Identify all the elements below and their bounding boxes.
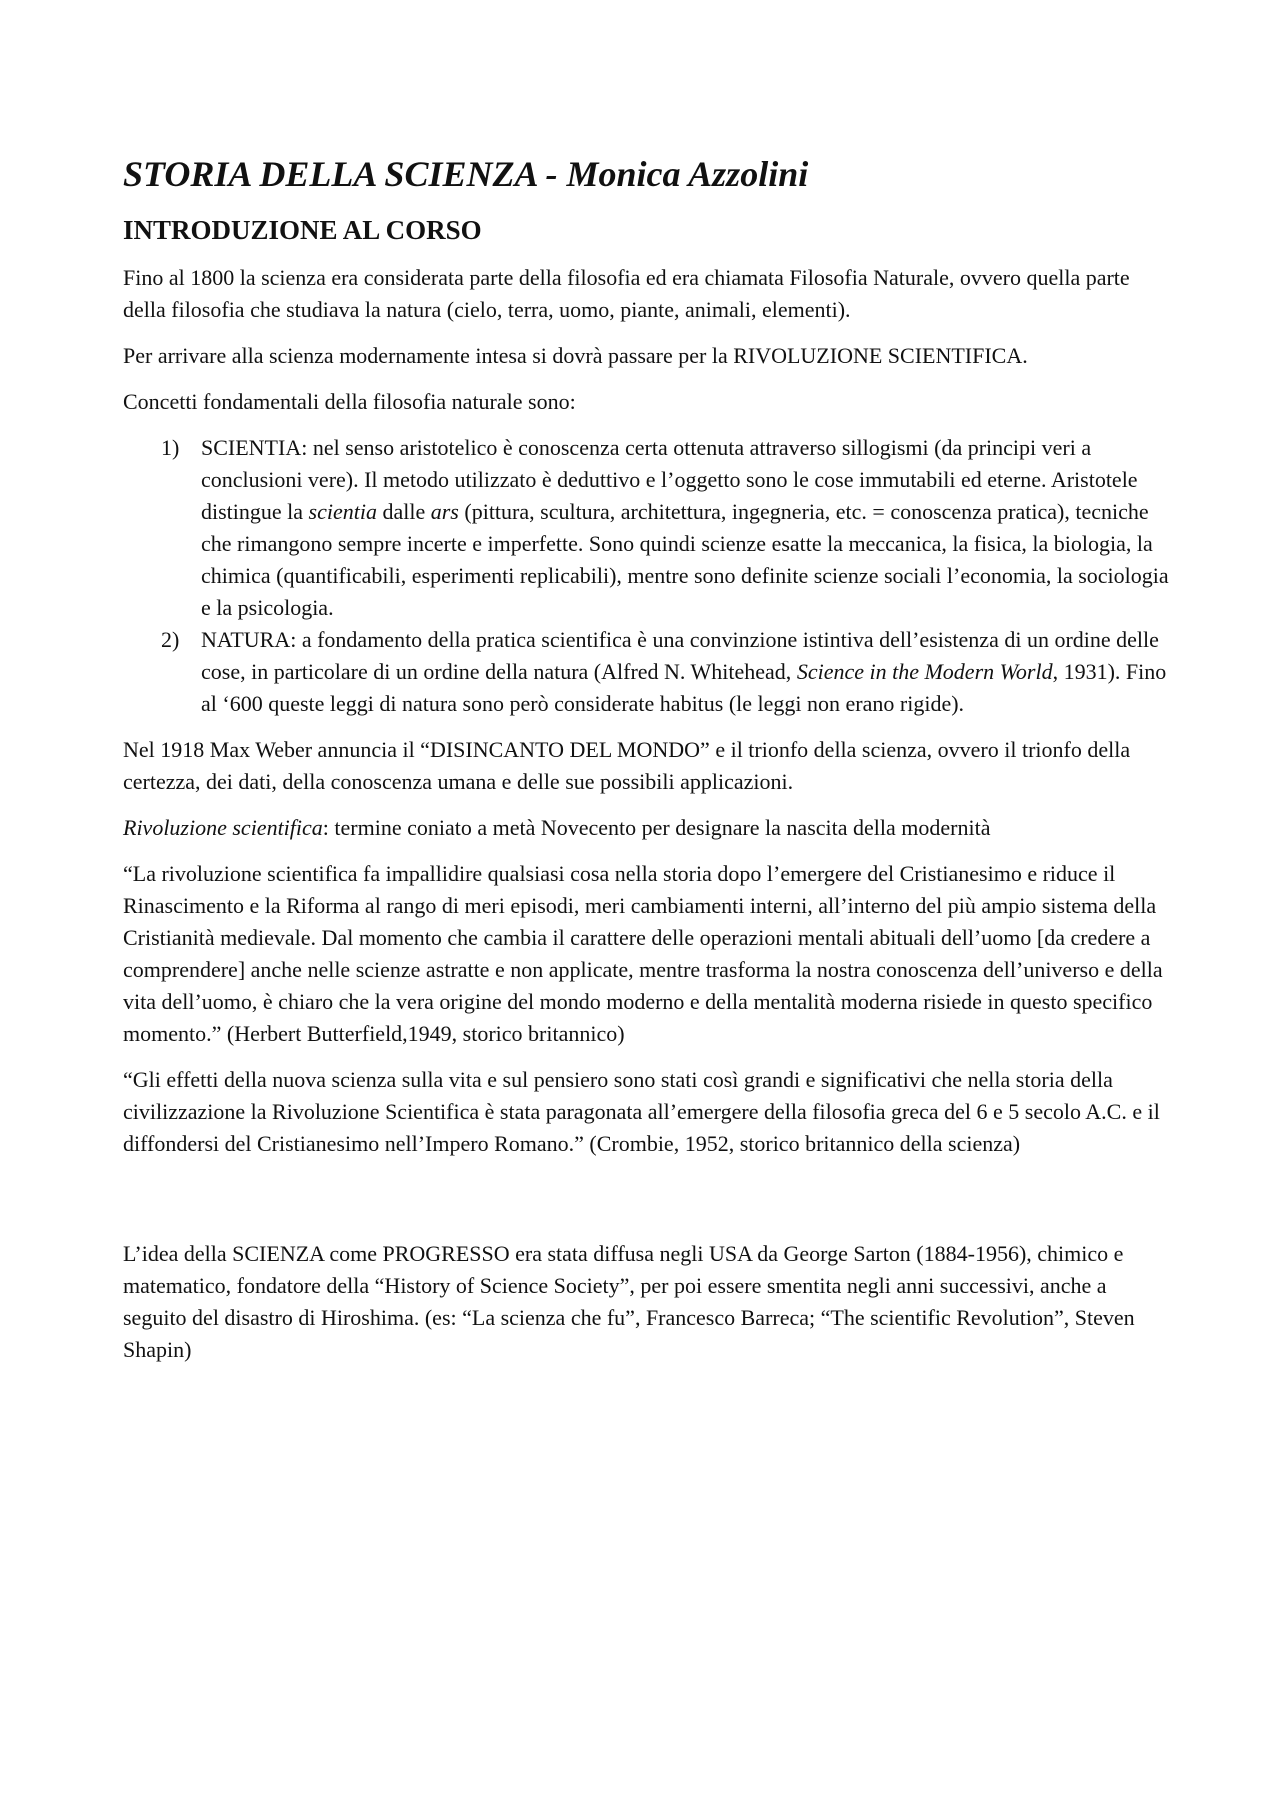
document-page xyxy=(123,150,1173,1366)
list-text-italic: scientia xyxy=(308,499,377,524)
list-number: 2) xyxy=(161,627,180,652)
quote-crombie: “Gli effetti della nuova scienza sulla vita e sul pensiero sono stati così grandi e significativi che nella storia della civilizzazione la Rivoluzione Scientifica è stata paragonata all’emergere della filosofia greca del 6 e 5 secolo A.C. e il diffondersi del Cristianesimo nell’Impero Romano.” (Crombie, 1952, storico britannico della scienza) xyxy=(123,1067,1160,1156)
quote-butterfield: “La rivoluzione scientifica fa impallidire qualsiasi cosa nella storia dopo l’emergere del Cristianesimo e riduce il Rinascimento e la Riforma al rango di meri episodi, meri cambiamenti interni, all’interno del più ampio sistema della Cristianità medievale. Dal momento che cambia il carattere delle operazioni mentali abituali dell’uomo [da credere a comprendere] anche nelle scienze astratte e non applicate, mentre trasforma la nostra conoscenza dell’universo e della vita dell’uomo, è chiaro che la vera origine del mondo moderno e della mentalità moderna risiede in questo specifico momento.” (Herbert Butterfield,1949, storico britannico) xyxy=(123,861,1163,1046)
paragraph-intro: Fino al 1800 la scienza era considerata parte della filosofia ed era chiamata Filosofia Naturale, ovvero quella parte della filosofia che studiava la natura (cielo, terra, uomo, piante, animali, elementi). xyxy=(123,265,1130,322)
paragraph-definition xyxy=(123,812,1173,844)
list-text-italic: Science in the Modern World xyxy=(796,659,1053,684)
list-text: SCIENTIA: nel senso aristotelico è conoscenza certa ottenuta attraverso sillogismi (da principi veri a conclusioni vere). Il metodo utilizzato è deduttivo e l’oggetto sono le cose immutabili ed eterne. Aristotele distingue la xyxy=(201,435,1138,524)
paragraph-rivoluzione: Per arrivare alla scienza modernamente intesa si dovrà passare per la RIVOLUZIONE SCIENTIFICA. xyxy=(123,343,1028,368)
list-text: , 1931). Fino al ‘600 queste leggi di natura sono però considerate habitus (le leggi non erano rigide). xyxy=(201,659,1167,716)
document-title xyxy=(123,150,1173,198)
title-author: Monica Azzolini xyxy=(566,154,809,194)
section-heading: INTRODUZIONE AL CORSO xyxy=(123,215,482,245)
list-item-natura xyxy=(123,624,1173,720)
paragraph-concetti: Concetti fondamentali della filosofia naturale sono: xyxy=(123,389,576,414)
list-text: dalle xyxy=(376,499,431,524)
list-item-scientia xyxy=(123,432,1173,624)
list-text-italic: ars xyxy=(430,499,459,524)
paragraph-progresso: L’idea della SCIENZA come PROGRESSO era stata diffusa negli USA da George Sarton (1884-1956), chimico e matematico, fondatore della “History of Science Society”, per poi essere smentita negli anni successivi, anche a seguito del disastro di Hiroshima. (es: “La scienza che fu”, Francesco Barreca; “The scientific Revolution”, Steven Shapin) xyxy=(123,1241,1135,1362)
definition-text: : termine coniato a metà Novecento per designare la nascita della modernità xyxy=(322,815,991,840)
list-text: (pittura, scultura, architettura, ingegneria, etc. = conoscenza pratica), tecniche che rimangono sempre incerte e imperfette. Sono quindi scienze esatte la meccanica, la fisica, la biologia, la chimica (quantificabili, esperimenti replicabili), mentre sono definite scienze sociali l’economia, la sociologia e la psicologia. xyxy=(201,499,1169,620)
paragraph-weber: Nel 1918 Max Weber annuncia il “DISINCANTO DEL MONDO” e il trionfo della scienza, ovvero il trionfo della certezza, dei dati, della conoscenza umana e delle sue possibili applicazioni. xyxy=(123,737,1131,794)
list-number: 1) xyxy=(161,435,180,460)
list-text: NATURA: a fondamento della pratica scientifica è una convinzione istintiva dell’esistenza di un ordine delle cose, in particolare di un ordine della natura (Alfred N. Whitehead, xyxy=(201,627,1159,684)
definition-term: Rivoluzione scientifica xyxy=(123,815,323,840)
title-text: STORIA DELLA SCIENZA - xyxy=(123,154,567,194)
concepts-list xyxy=(123,432,1173,720)
